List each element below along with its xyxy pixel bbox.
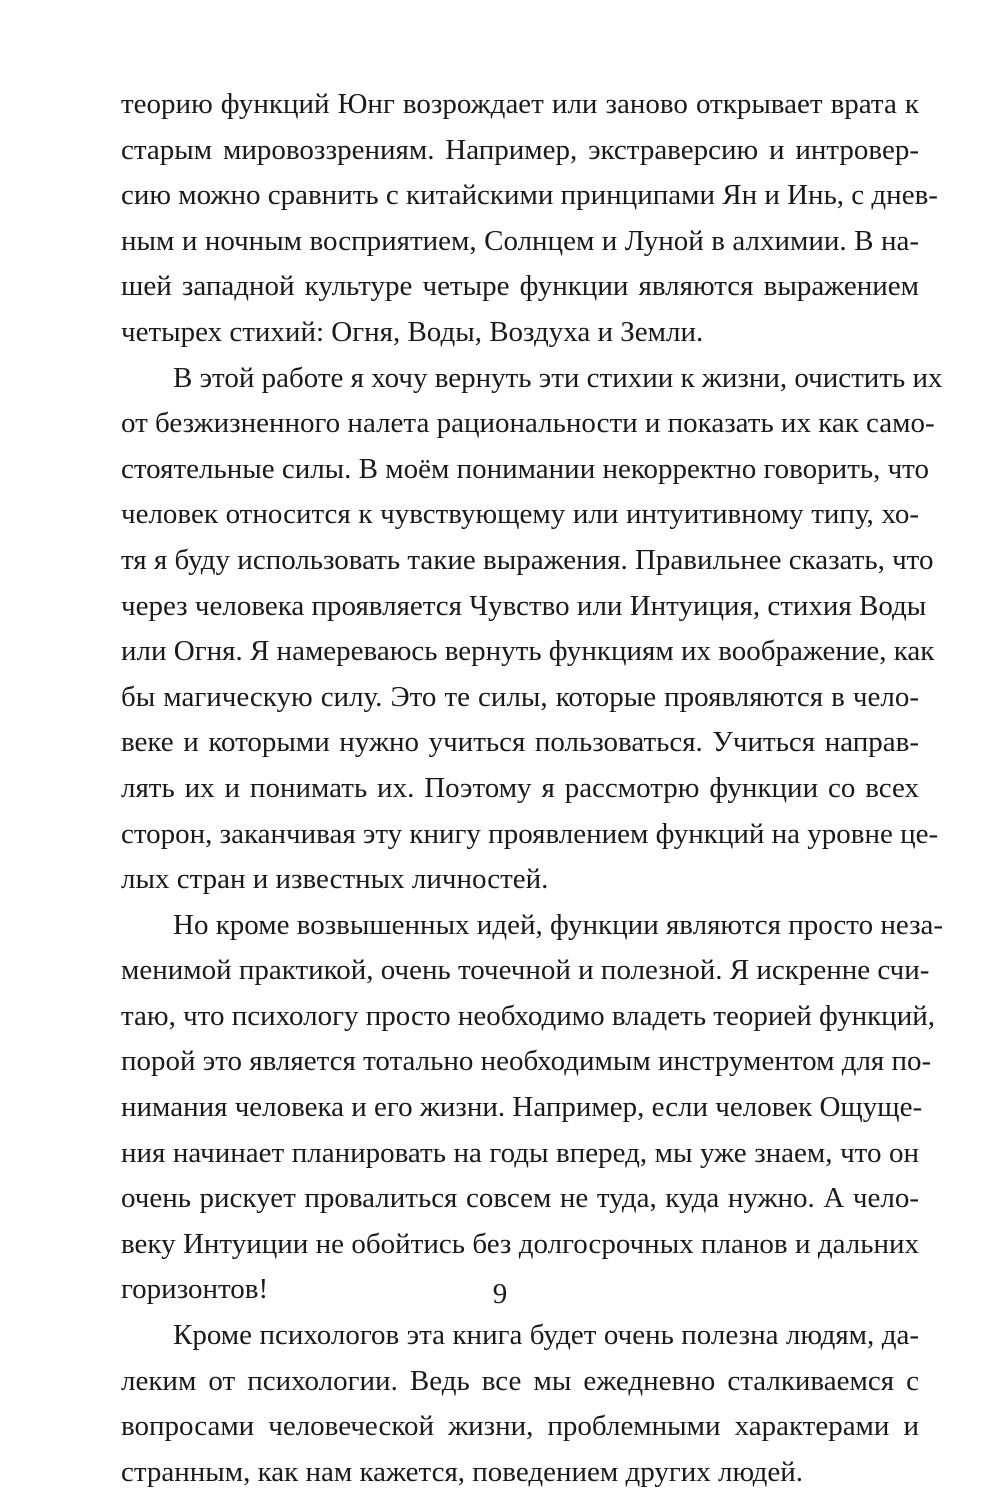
text-line: веке и которыми нужно учиться пользоваться. Учиться направ- bbox=[121, 726, 919, 759]
text-line: старым мировоззрениям. Например, экстраверсию и интровер- bbox=[121, 133, 919, 166]
text-line: бы магическую силу. Это те силы, которые проявляются в чело- bbox=[121, 680, 919, 713]
text-line: сторон, заканчивая эту книгу проявлением функций на уровне це- bbox=[121, 817, 939, 850]
text-line: В этой работе я хочу вернуть эти стихии к жизни, очистить их bbox=[173, 361, 943, 394]
text-line: вопросами человеческой жизни, проблемными характерами и bbox=[121, 1410, 919, 1443]
text-line: стоятельные силы. В моём понимании некорректно говорить, что bbox=[121, 452, 929, 485]
text-line: таю, что психологу просто необходимо владеть теорией функций, bbox=[121, 999, 935, 1032]
text-line: веку Интуиции не обойтись без долгосрочных планов и дальних bbox=[121, 1227, 919, 1260]
text-line: лых стран и известных личностей. bbox=[121, 863, 549, 896]
text-line: леким от психологии. Ведь все мы ежедневно сталкиваемся с bbox=[121, 1364, 919, 1397]
text-line: ния начинает планировать на годы вперед, мы уже знаем, что он bbox=[121, 1136, 919, 1169]
text-line: тя я буду использовать такие выражения. Правильнее сказать, что bbox=[121, 543, 934, 576]
text-line: или Огня. Я намереваюсь вернуть функциям их воображение, как bbox=[121, 635, 935, 668]
text-line: нимания человека и его жизни. Например, если человек Ощуще- bbox=[121, 1091, 923, 1124]
text-line: Но кроме возвышенных идей, функции являются просто неза- bbox=[173, 908, 944, 941]
text-line: человек относится к чувствующему или интуитивному типу, хо- bbox=[121, 498, 919, 531]
paragraph bbox=[121, 1313, 919, 1495]
text-line: странным, как нам кажется, поведением других людей. bbox=[121, 1455, 804, 1488]
text-line: через человека проявляется Чувство или Интуиция, стихия Воды bbox=[121, 589, 927, 622]
paragraph bbox=[121, 903, 944, 1313]
page-number: 9 bbox=[492, 1278, 508, 1310]
text-line: горизонтов! bbox=[121, 1273, 269, 1306]
text-line: сию можно сравнить с китайскими принципами Ян и Инь, с днев- bbox=[121, 179, 938, 212]
text-line: очень рискует провалиться совсем не туда, куда нужно. А чело- bbox=[121, 1182, 919, 1215]
paragraph bbox=[121, 82, 938, 356]
text-line: порой это является тотально необходимым инструментом для по- bbox=[121, 1045, 932, 1078]
text-line: менимой практикой, очень точечной и полезной. Я искренне счи- bbox=[121, 954, 930, 987]
text-line: Кроме психологов эта книга будет очень полезна людям, да- bbox=[173, 1319, 919, 1352]
text-line: ным и ночным восприятием, Солнцем и Луной в алхимии. В на- bbox=[121, 224, 919, 257]
text-line: лять их и понимать их. Поэтому я рассмотрю функции со всех bbox=[121, 771, 919, 804]
paragraph bbox=[121, 356, 943, 903]
text-line: от безжизненного налета рациональности и показать их как само- bbox=[121, 407, 935, 440]
text-line: четырех стихий: Огня, Воды, Воздуха и Земли. bbox=[121, 315, 704, 348]
text-line: шей западной культуре четыре функции являются выражением bbox=[121, 270, 919, 303]
text-line: теорию функций Юнг возрождает или заново открывает врата к bbox=[121, 88, 919, 120]
